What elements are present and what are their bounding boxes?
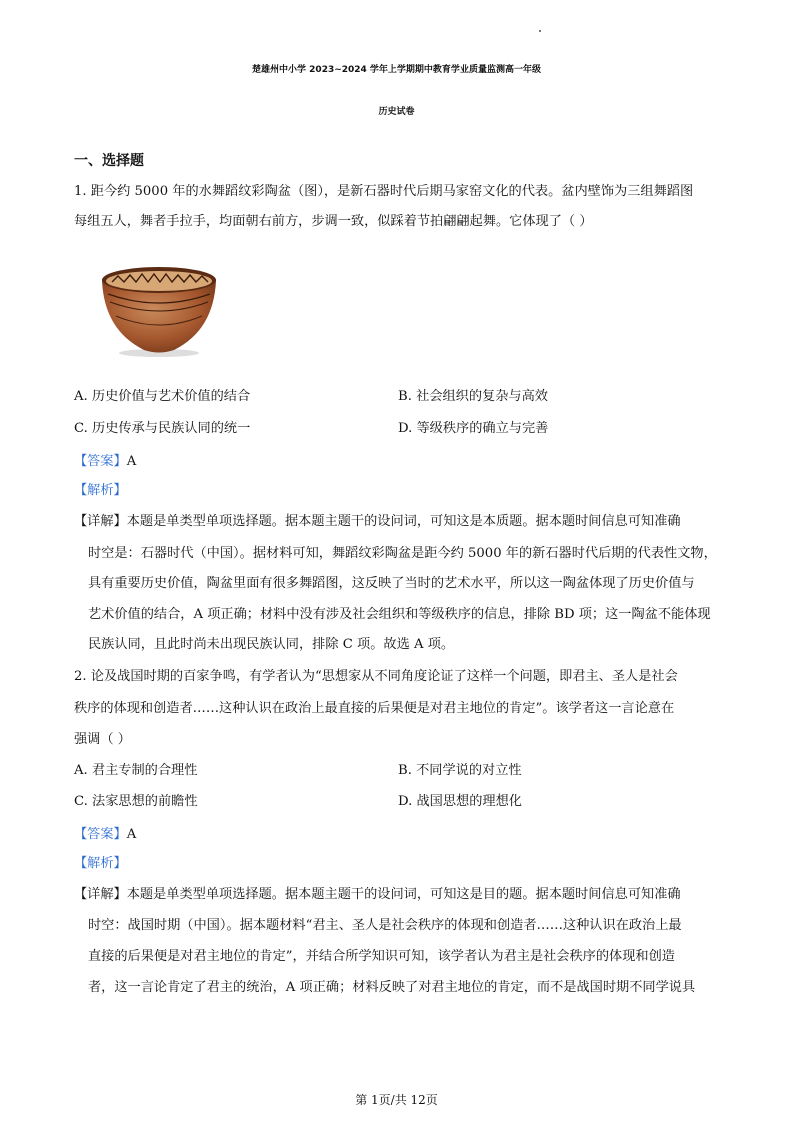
detail-text: 本题是单类型单项选择题。据本题主题干的设问词，可知这是本质题。据本题时间信息可知准确 (126, 514, 681, 529)
q1-analysis-tag: 【解析】 (74, 483, 127, 498)
q2-detail-line1 (74, 886, 681, 904)
answer-tag: 【答案】 (74, 827, 127, 842)
q2-answer (74, 826, 136, 844)
q2-option-b: B. 不同学说的对立性 (398, 763, 522, 778)
q2-analysis-tag: 【解析】 (74, 856, 127, 871)
answer-value: A (126, 827, 137, 842)
q2-detail-line2: 时空：战国时期（中国）。据本题材料“君主、圣人是社会秩序的体现和创造者……这种认识在政治上最 (88, 918, 682, 933)
q2-stem-line2: 秩序的体现和创造者……这种认识在政治上最直接的后果便是对君主地位的肯定”。该学者这一言论意在 (74, 701, 675, 716)
detail-tag: 【详解】 (74, 514, 127, 529)
q2-stem-line3: 强调（ ） (74, 732, 131, 747)
q1-option-d: D. 等级秩序的确立与完善 (398, 421, 549, 436)
q1-detail-line2: 时空是：石器时代（中国）。据材料可知，舞蹈纹彩陶盆是距今约 5000 年的新石器时代后期的代表性文物， (88, 546, 717, 561)
q1-detail-line1 (74, 513, 681, 531)
section-heading: 一、选择题 (74, 153, 144, 169)
detail-text: 本题是单类型单项选择题。据本题主题干的设问词，可知这是目的题。据本题时间信息可知准确 (126, 887, 681, 902)
q1-option-c: C. 历史传承与民族认同的统一 (74, 421, 251, 436)
q2-stem-line1: 2. 论及战国时期的百家争鸣，有学者认为“思想家从不同角度论证了这样一个问题，即君主、圣人是社会 (74, 669, 678, 684)
q2-option-d: D. 战国思想的理想化 (398, 794, 522, 809)
page-footer: 第 1页/共 12页 (355, 1093, 438, 1107)
detail-tag: 【详解】 (74, 887, 127, 902)
q1-detail-line5: 民族认同，且此时尚未出现民族认同，排除 C 项。故选 A 项。 (88, 637, 455, 652)
page-subtitle: 历史试卷 (378, 107, 415, 117)
q2-option-c: C. 法家思想的前瞻性 (74, 794, 198, 809)
answer-value: A (126, 454, 137, 469)
q2-detail-line3: 直接的后果便是对君主地位的肯定”，并结合所学知识可知，该学者认为君主是社会秩序的体现和创造 (88, 949, 675, 964)
q1-detail-line4: 艺术价值的结合，A 项正确；材料中没有涉及社会组织和等级秩序的信息，排除 BD 项；这一陶盆不能体现 (88, 607, 711, 622)
q2-detail-line4: 者，这一言论肯定了君主的统治，A 项正确；材料反映了对君主地位的肯定，而不是战国时期不同学说具 (88, 980, 696, 995)
q1-detail-line3: 具有重要历史价值，陶盆里面有很多舞蹈图，这反映了当时的艺术水平，所以这一陶盆体现了历史价值与 (88, 576, 695, 591)
scan-dot (539, 30, 541, 32)
q1-answer (74, 453, 136, 471)
page-title: 楚雄州中小学 2023~2024 学年上学期期中教育学业质量监测高一年级 (252, 65, 541, 75)
q1-stem-line2: 每组五人，舞者手拉手，均面朝右前方，步调一致，似踩着节拍翩翩起舞。它体现了（ ） (74, 214, 593, 229)
q1-option-b: B. 社会组织的复杂与高效 (398, 389, 548, 404)
q1-option-a: A. 历史价值与艺术价值的结合 (74, 389, 251, 404)
q2-option-a: A. 君主专制的合理性 (74, 763, 198, 778)
answer-tag: 【答案】 (74, 454, 127, 469)
q1-stem-line1: 1. 距今约 5000 年的水舞蹈纹彩陶盆（图），是新石器时代后期马家窑文化的代表。盆内壁饰为三组舞蹈图 (74, 184, 694, 199)
pottery-bowl-icon (96, 258, 222, 358)
